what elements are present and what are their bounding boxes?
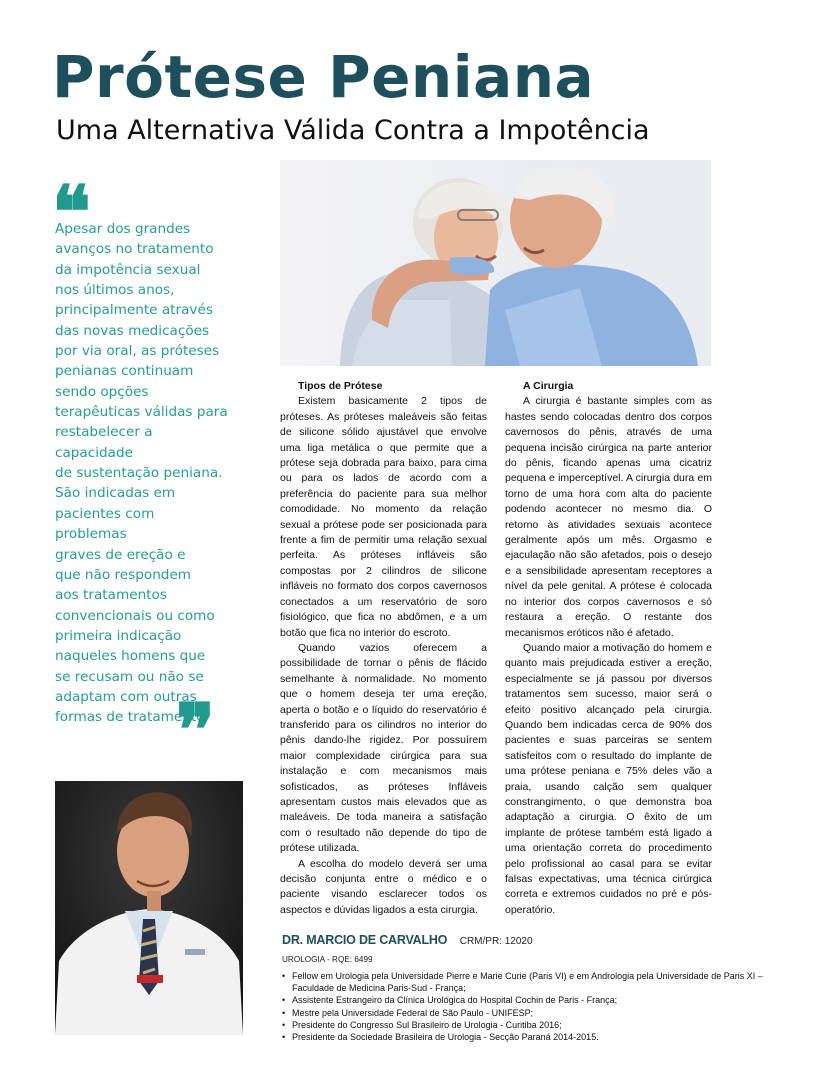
paragraph: A cirurgia é bastante simples com as hastes sendo colocadas dentro dos corpos cavernosos do pênis, através de uma pequena incisão cirúrgica na parte anterior do pênis, ficando apenas uma cicatriz pequena e imperceptível. A cirurgia dura em torno de uma hora com alta do paciente podendo acontecer no mesmo dia. O retorno às atividades sexuais acontece geralmente após um mês. Orgasmo e ejaculação não são afetados, pois o desejo e a sensibilidade apresentam receptores a nível da pele genital. A prótese é colocada no interior dos corpos cavernosos e só restaura a ereção. O restante dos mecanismos eróticos não é afetado. — [505, 395, 712, 639]
author-name: DR. MARCIO DE CARVALHO — [282, 933, 448, 947]
article-column-right — [505, 379, 712, 918]
credential-item: • Presidente do Congresso Sul Brasileiro de Urologia - Curitiba 2016; — [282, 1019, 802, 1031]
article-column-left — [280, 379, 487, 918]
page-subtitle: Uma Alternativa Válida Contra a Impotência — [56, 115, 650, 146]
credential-item: • Presidente da Sociedade Brasileira de Urologia - Secção Paraná 2014-2015. — [282, 1031, 802, 1043]
paragraph: Quando vazios oferecem a possibilidade de tornar o pênis de flácido semelhante à normalidade. No momento que o homem deseja ter uma ereção, aperta o botão e o líquido do reservatório é transferido para os cilindros no interior do pênis dando-lhe rigidez. Por possuírem maior complexidade cirúrgica para sua instalação e com mecanismos mais sofisticados, as próteses Infláveis apresentam custos mais elevados que as maleáveis. De toda maneira a satisfação com o resultado não depende do tipo de prótese utilizada. — [280, 641, 487, 855]
credential-item: • Assistente Estrangeiro da Clínica Urológica do Hospital Cochin de Paris - França; — [282, 994, 802, 1006]
close-quote-icon: ❞ — [176, 687, 215, 772]
paragraph: Quando maior a motivação do homem e quanto mais prejudicada estiver a ereção, especialmente se já passou por diversos tratamentos sem sucesso, maior será o efeito positivo alcançado pela cirurgia. Quando bem indicadas cerca de 90% dos pacientes e suas parceiras se sentem satisfeitos com o resultado do implante de uma prótese peniana e 75% deles vão a praia, usando calção sem qualquer constrangimento, o que demonstra boa adaptação a cirurgia. O êxito de um implante de prótese também está ligado a uma orientação correta do procedimento pelo profissional ao casal para se evitar falsas expectativas, uma técnica cirúrgica correta e extremos cuidados no pré e pós-operatório. — [505, 641, 712, 916]
credential-item: • Fellow em Urologia pela Universidade Pierre e Marie Curie (Paris VI) e em Andrologia pela Universidade de Paris XI – Faculdade de Medicina Paris-Sud - França; — [282, 970, 802, 994]
paragraph: Existem basicamente 2 tipos de próteses. As próteses maleáveis são feitas de silicone sólido ajustável que envolve uma liga metálica o que permite que a prótese seja dobrada para baixo, para cima ou para os lados de acordo com a preferência do paciente para sua melhor comodidade. No momento da relação sexual a prótese pode ser posicionada para frente a fim de permitir uma relação sexual perfeita. As próteses infláveis são compostas por 2 cilindros de silicone infláveis no formato dos corpos cavernosos conectados a um reservatório de soro fisiológico, que fica no abdômen, e a um botão que fica no interior do escroto. — [280, 395, 487, 639]
page-title: Prótese Peniana — [52, 43, 595, 111]
credentials-list — [282, 970, 802, 1043]
pull-quote: Apesar dos grandes avanços no tratamento da impotência sexual nos últimos anos, principalmente através das novas medicações por via oral, as próteses penianas continuam sendo opções terapêuticas válidas para restabelecer a capacidade de sustentação peniana. São indicadas em pacientes com problemas graves de ereção e que não respondem aos tratamentos convencionais ou como primeira indicação naqueles homens que se recusam ou não se adaptam com outras formas de tratamento. — [55, 221, 228, 726]
section-heading-surgery: A Cirurgia — [523, 380, 574, 392]
elderly-couple-photo — [280, 160, 711, 366]
author-specialty: UROLOGIA - RQE: 6499 — [282, 955, 373, 964]
author-block — [282, 931, 802, 1043]
credential-item: • Mestre pela Universidade Federal de São Paulo - UNIFESP; — [282, 1007, 802, 1019]
doctor-portrait-photo — [55, 781, 243, 1035]
paragraph: A escolha do modelo deverá ser uma decisão conjunta entre o médico e o paciente visando esclarecer todos os aspectos e dúvidas ligados a esta cirurgia. — [280, 857, 487, 916]
open-quote-icon: ❝ — [52, 169, 91, 254]
section-heading-types: Tipos de Prótese — [298, 380, 383, 392]
author-crm: CRM/PR: 12020 — [459, 936, 533, 947]
